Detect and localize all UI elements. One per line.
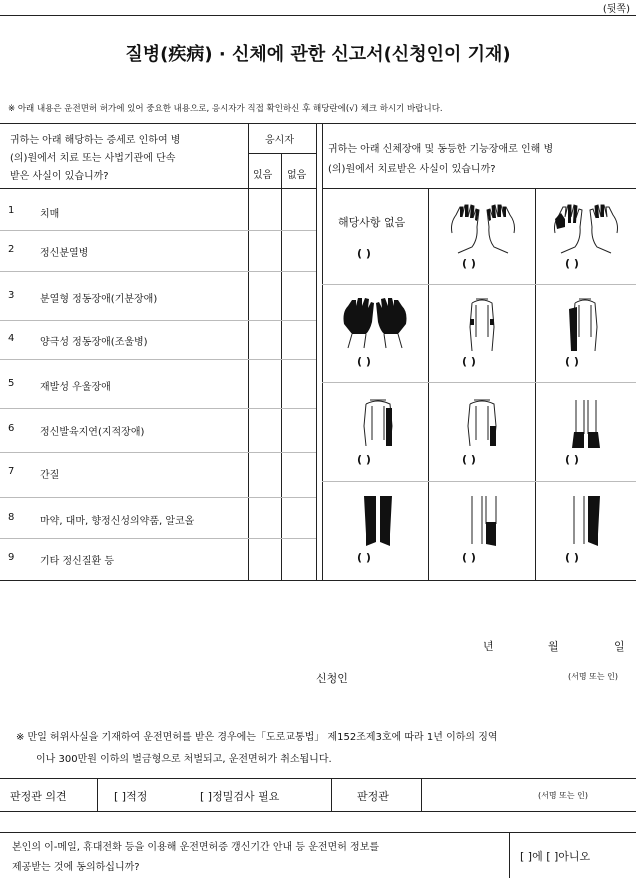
divider (509, 832, 510, 878)
divider (0, 832, 636, 833)
checkbox[interactable]: ( ) (462, 453, 476, 466)
checkbox[interactable]: ( ) (462, 355, 476, 368)
one-leg-lower-icon (468, 494, 500, 550)
one-leg-full-icon (570, 494, 602, 550)
condition-number: 9 (8, 552, 15, 563)
left-question-line: 받은 사실이 있습니까? (10, 171, 109, 182)
partial-hands-fingers-icon (551, 203, 621, 255)
checkbox[interactable]: ( ) (565, 355, 579, 368)
page-title: 질병(疾病) · 신체에 관한 신고서(신청인이 기재) (125, 44, 511, 65)
judge-option-ok[interactable]: [ ]적정 (114, 790, 148, 803)
checkbox[interactable]: ( ) (357, 355, 371, 368)
yes-header: 있음 (253, 170, 273, 181)
divider (322, 188, 636, 189)
condition-label: 마약, 대마, 향정신성의약품, 알코올 (40, 516, 195, 527)
checkbox[interactable]: ( ) (565, 453, 579, 466)
divider (322, 382, 636, 383)
both-hands-full-icon (340, 298, 410, 350)
divider (0, 452, 316, 453)
divider (0, 320, 316, 321)
condition-label: 기타 정신질환 등 (40, 556, 114, 567)
left-question-line: 귀하는 아래 해당하는 증세로 인하여 병 (10, 135, 181, 146)
table-bottom-border (0, 580, 636, 581)
condition-label: 정신발육지연(지적장애) (40, 427, 145, 438)
judge-sign-note: (서명 또는 인) (538, 791, 588, 800)
both-feet-icon (568, 398, 604, 452)
both-legs-icon (362, 494, 394, 550)
condition-number: 2 (8, 244, 15, 255)
no-disability-checkbox[interactable]: ( ) (357, 247, 371, 260)
divider (331, 778, 332, 811)
divider (0, 359, 316, 360)
notice-text: ※ 아래 내용은 운전면허 허가에 있어 중요한 내용으로, 응시자가 직접 확인하신 후 해당란에(√) 체크 하시기 바랍니다. (8, 104, 443, 114)
divider (322, 284, 636, 285)
checkbox[interactable]: ( ) (357, 453, 371, 466)
both-arms-upper-icon (462, 297, 502, 353)
checkbox[interactable]: ( ) (565, 551, 579, 564)
condition-number: 5 (8, 378, 15, 389)
condition-number: 6 (8, 423, 15, 434)
no-checkbox[interactable] (282, 189, 316, 230)
condition-label: 분열형 정동장애(기분장애) (40, 294, 158, 305)
checkbox[interactable]: ( ) (462, 551, 476, 564)
applicant-label: 신청인 (316, 672, 348, 685)
condition-label: 간질 (40, 470, 60, 481)
divider (248, 153, 316, 154)
condition-number: 3 (8, 290, 15, 301)
consent-question-line: 제공받는 것에 동의하십니까? (12, 862, 140, 873)
divider (0, 811, 636, 812)
date-month: 월 (548, 640, 559, 653)
top-border (0, 15, 636, 16)
divider (428, 188, 429, 580)
condition-number: 7 (8, 466, 15, 477)
date-day: 일 (614, 640, 625, 653)
left-arm-icon (565, 297, 605, 353)
condition-number: 8 (8, 512, 15, 523)
right-question-line: (의)원에서 치료받은 사실이 있습니까? (328, 164, 496, 175)
checkbox[interactable]: ( ) (357, 551, 371, 564)
divider (322, 481, 636, 482)
yes-checkbox[interactable] (249, 189, 281, 230)
checkbox[interactable]: ( ) (462, 257, 476, 270)
divider (0, 271, 316, 272)
divider (0, 408, 316, 409)
divider (0, 497, 316, 498)
both-hands-fingers-icon (448, 203, 518, 255)
divider (0, 538, 316, 539)
condition-label: 양극성 정동장애(조울병) (40, 337, 148, 348)
divider (97, 778, 98, 811)
judge-option-exam[interactable]: [ ]정밀검사 필요 (200, 790, 280, 803)
date-year: 년 (483, 640, 494, 653)
condition-label: 정신분열병 (40, 248, 89, 259)
judge-label: 판정관 (357, 790, 389, 803)
applicant-header: 응시자 (265, 135, 294, 146)
warning-line: 이나 300만원 이하의 벌금형으로 처벌되고, 운전면허가 취소됩니다. (36, 754, 332, 765)
condition-label: 재발성 우울장애 (40, 382, 111, 393)
left-question-line: (의)원에서 치료 또는 사법기관에 단속 (10, 153, 176, 164)
page-marker: (뒷쪽) (602, 4, 630, 15)
divider (0, 230, 316, 231)
warning-line: ※ 만일 허위사실을 기재하여 운전면허를 받은 경우에는「도로교통법」 제152조제3호에 따라 1년 이하의 징역 (16, 732, 498, 743)
condition-number: 1 (8, 205, 15, 216)
divider (322, 123, 323, 580)
no-header: 없음 (287, 170, 307, 181)
consent-options[interactable]: [ ]에 [ ]아니오 (520, 850, 591, 863)
judge-opinion-label: 판정관 의견 (10, 790, 67, 803)
divider (316, 123, 317, 580)
condition-label: 치매 (40, 209, 60, 220)
upper-body-arm-icon (358, 396, 398, 452)
no-disability-label: 해당사항 없음 (338, 216, 406, 229)
divider (421, 778, 422, 811)
upper-body-forearm-icon (462, 396, 502, 452)
checkbox[interactable]: ( ) (565, 257, 579, 270)
condition-number: 4 (8, 333, 15, 344)
right-question-line: 귀하는 아래 신체장애 및 동등한 기능장애로 인해 병 (328, 144, 554, 155)
consent-question-line: 본인의 이-메일, 휴대전화 등을 이용해 운전면허증 갱신기간 안내 등 운전면허 정보를 (12, 842, 380, 853)
divider (0, 778, 636, 779)
table-top-border (0, 123, 636, 124)
divider (535, 188, 536, 580)
applicant-sign-note: (서명 또는 인) (568, 672, 618, 681)
